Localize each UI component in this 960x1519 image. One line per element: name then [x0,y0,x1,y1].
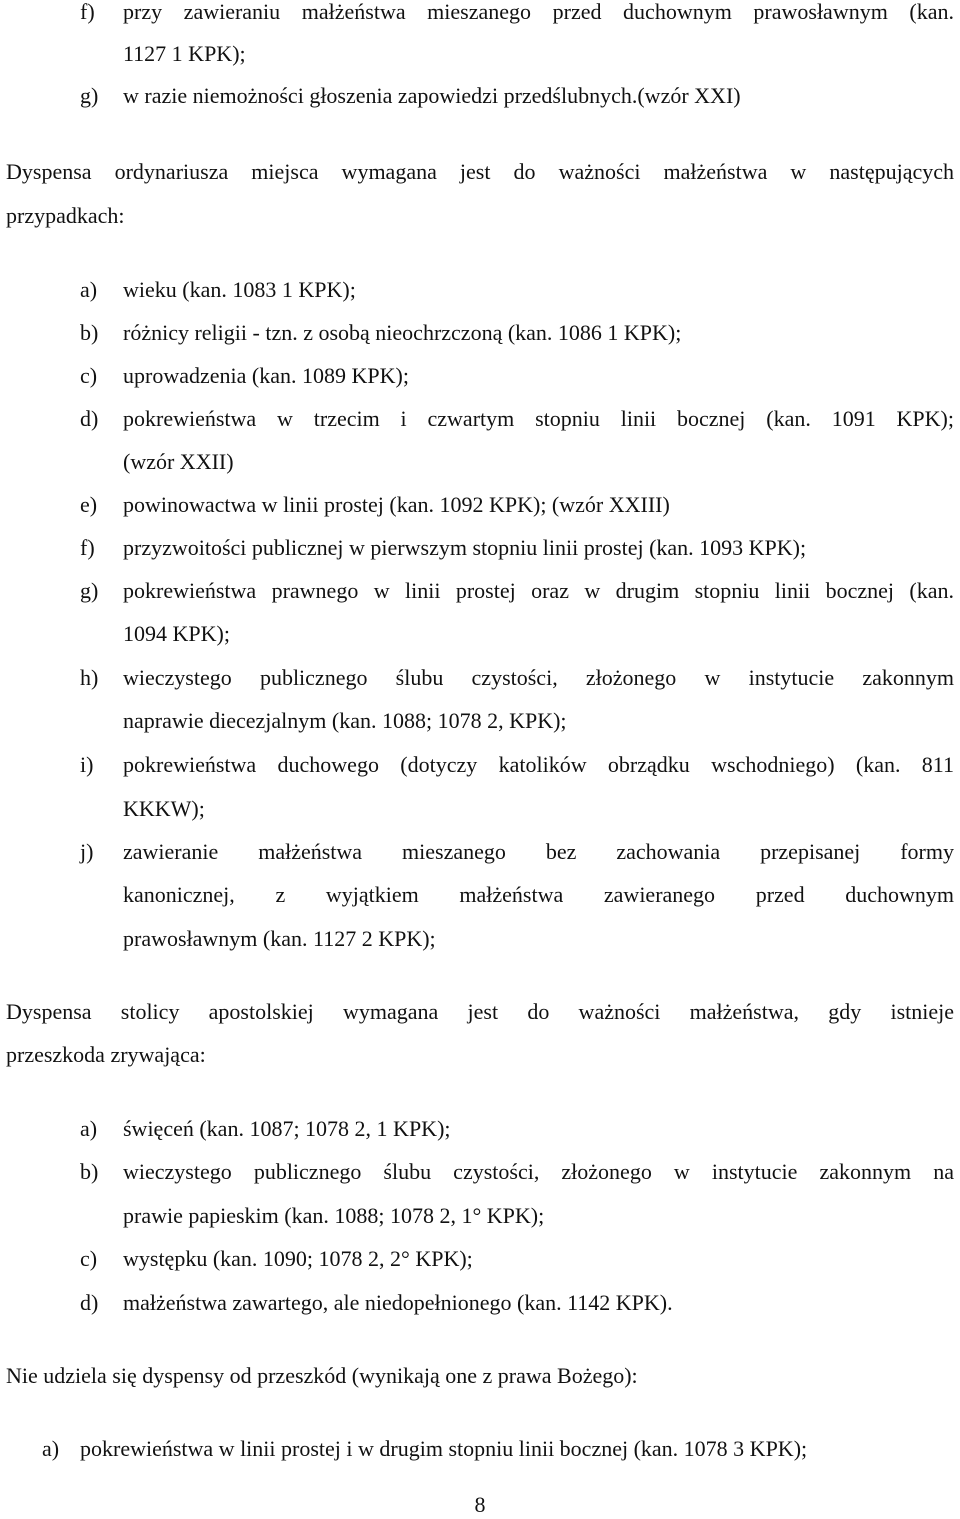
paragraph-line: Nie udziela się dyspensy od przeszkód (wynikają one z prawa Bożego): [6,1363,638,1388]
list-item-letter: f) [80,0,95,24]
list-item-continuation: (wzór XXII) [123,449,234,474]
list-item-continuation: prawie papieskim (kan. 1088; 1078 2, 1° KPK); [123,1203,545,1228]
list-item-text: przyzwoitości publicznej w pierwszym stopniu linii prostej (kan. 1093 KPK); [123,535,807,560]
list-item-text: małżeństwa zawartego, ale niedopełnionego (kan. 1142 KPK). [123,1290,673,1315]
list-item-letter: a) [42,1436,60,1461]
list-item-letter: d) [80,1290,99,1315]
list-item-text: wieku (kan. 1083 1 KPK); [123,277,356,302]
list-item-text: występku (kan. 1090; 1078 2, 2° KPK); [123,1246,473,1271]
list-item-continuation: prawosławnym (kan. 1127 2 KPK); [123,926,436,951]
list-item-letter: a) [80,277,98,302]
list-item-letter: a) [80,1116,98,1141]
list-item-continuation: kanonicznej, z wyjątkiem małżeństwa zawieranego przed duchownym [123,882,954,907]
list-item-letter: g) [80,578,99,603]
list-item-text: pokrewieństwa w trzecim i czwartym stopniu linii bocznej (kan. 1091 KPK); [123,406,954,431]
list-item-letter: b) [80,320,99,345]
list-item-letter: c) [80,363,98,388]
list-item-text: przy zawieraniu małżeństwa mieszanego przed duchownym prawosławnym (kan. [123,0,954,24]
list-item-text: zawieranie małżeństwa mieszanego bez zachowania przepisanej formy [123,839,954,864]
list-item-text: pokrewieństwa w linii prostej i w drugim stopniu linii bocznej (kan. 1078 3 KPK); [80,1436,808,1461]
list-item-letter: d) [80,406,99,431]
list-item-text: w razie niemożności głoszenia zapowiedzi przedślubnych.(wzór XXI) [123,83,741,108]
list-item-continuation: 1127 1 KPK); [123,41,246,66]
list-item-letter: b) [80,1159,99,1184]
paragraph-line: Dyspensa stolicy apostolskiej wymagana jest do ważności małżeństwa, gdy istnieje [6,999,954,1024]
paragraph-line: przypadkach: [6,203,125,228]
list-item-text: wieczystego publicznego ślubu czystości, złożonego w instytucie zakonnym na [123,1159,954,1184]
list-item-continuation: KKKW); [123,796,205,821]
list-item-continuation: naprawie diecezjalnym (kan. 1088; 1078 2, KPK); [123,708,567,733]
paragraph-line: przeszkoda zrywająca: [6,1042,206,1067]
list-item-letter: c) [80,1246,98,1271]
list-item-text: uprowadzenia (kan. 1089 KPK); [123,363,409,388]
page-number: 8 [474,1492,486,1517]
list-item-text: pokrewieństwa duchowego (dotyczy katolików obrządku wschodniego) (kan. 811 [123,752,954,777]
list-item-text: powinowactwa w linii prostej (kan. 1092 KPK); (wzór XXIII) [123,492,670,517]
list-item-letter: i) [80,752,94,777]
list-item-letter: j) [80,839,94,864]
list-item-letter: f) [80,535,95,560]
list-item-letter: e) [80,492,98,517]
list-item-text: święceń (kan. 1087; 1078 2, 1 KPK); [123,1116,451,1141]
paragraph-line: Dyspensa ordynariusza miejsca wymagana jest do ważności małżeństwa w następujących [6,159,954,184]
list-item-letter: g) [80,83,99,108]
list-item-text: różnicy religii - tzn. z osobą nieochrzczoną (kan. 1086 1 KPK); [123,320,682,345]
list-item-text: wieczystego publicznego ślubu czystości, złożonego w instytucie zakonnym [123,665,954,690]
list-item-text: pokrewieństwa prawnego w linii prostej oraz w drugim stopniu linii bocznej (kan. [123,578,954,603]
list-item-letter: h) [80,665,99,690]
list-item-continuation: 1094 KPK); [123,621,230,646]
